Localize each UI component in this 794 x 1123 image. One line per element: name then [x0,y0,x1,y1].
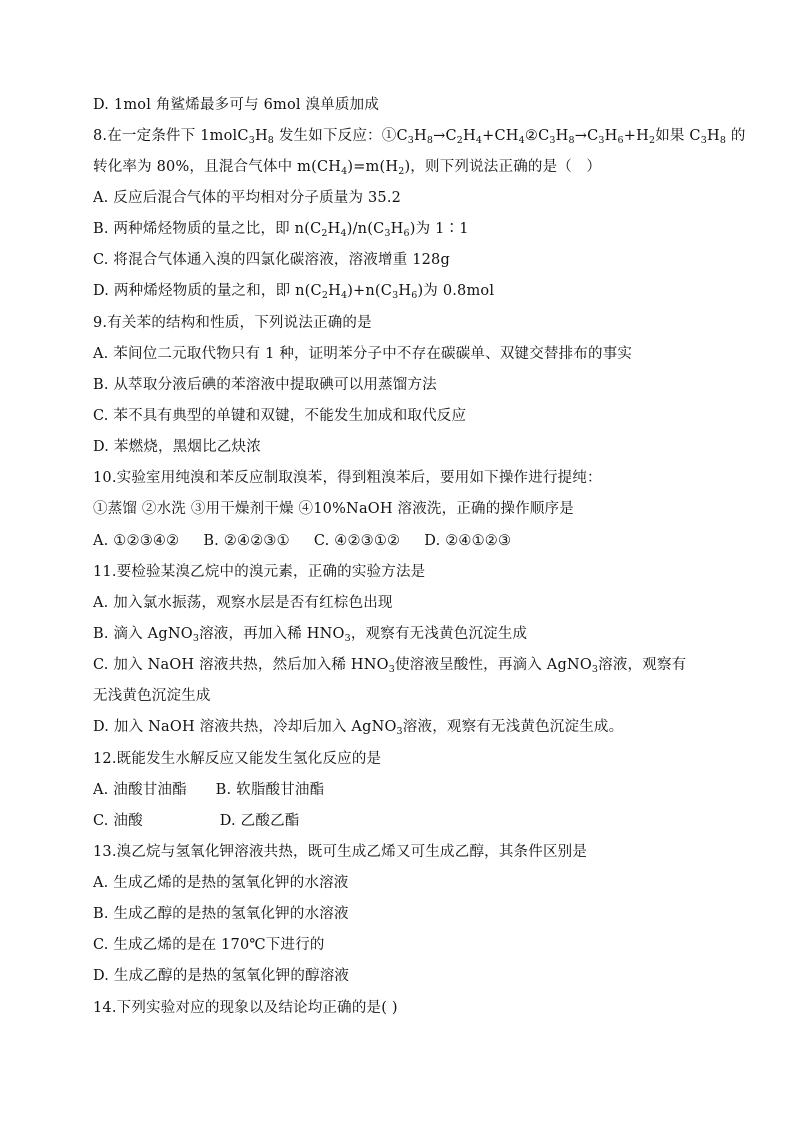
option-d-q7: D. 1mol 角鲨烯最多可与 6mol 溴单质加成 [93,97,380,113]
option-a-q11: A. 加入氯水振荡，观察水层是否有红棕色出现 [93,595,393,611]
question-10-steps: ①蒸馏 ②水洗 ③用干燥剂干燥 ④10%NaOH 溶液洗，正确的操作顺序是 [93,501,574,517]
question-12-options-ab: A. 油酸甘油酯 B. 软脂酸甘油酯 [93,782,325,798]
question-8-stem: 8.在一定条件下 $1molC_3H_8$ 发生如下反应：$①C_3H_8\to C_2H_4+CH_4②C_3H_8\to C_3H_6+H_2$如果 $C_3H_8$ 的 [93,128,746,146]
option-b-q9: B. 从萃取分液后碘的苯溶液中提取碘可以用蒸馏方法 [93,377,437,393]
option-d-q11: D. 加入 NaOH 溶液共热，冷却后加入 AgNO$_3$溶液，观察有无浅黄色沉淀生成。 [93,719,624,737]
question-10-options: A. ①②③④② B. ②④②③① C. ④②③①② D. ②④①②③ [93,533,512,549]
option-c-q11-cont: 无浅黄色沉淀生成 [93,688,211,704]
question-14-stem: 14.下列实验对应的现象以及结论均正确的是( ) [93,1000,398,1016]
option-d-q9: D. 苯燃烧，黑烟比乙炔浓 [93,439,261,455]
option-a-q13: A. 生成乙烯的是热的氢氧化钾的水溶液 [93,875,349,891]
option-b-q11: B. 滴入 AgNO$_3$溶液，再加入稀 $HNO_3$，观察有无浅黄色沉淀生成 [93,626,528,644]
option-a-q9: A. 苯间位二元取代物只有 1 种，证明苯分子中不存在碳碳单、双键交替排布的事实 [93,346,633,362]
option-c-q9: C. 苯不具有典型的单键和双键，不能发生加成和取代反应 [93,408,467,424]
option-c-q8: C. 将混合气体通入溴的四氯化碳溶液，溶液增重 128g [93,252,450,268]
option-d-q13: D. 生成乙醇的是热的氢氧化钾的醇溶液 [93,968,350,984]
option-b-q8: B. 两种烯烃物质的量之比，即 $n(C_2H_4)/n(C_3H_6)$为 1∶1 [93,221,469,239]
question-11-stem: 11.要检验某溴乙烷中的溴元素，正确的实验方法是 [93,564,426,580]
question-13-stem: 13.溴乙烷与氢氧化钾溶液共热，既可生成乙烯又可生成乙醇，其条件区别是 [93,844,588,860]
question-9-stem: 9.有关苯的结构和性质，下列说法正确的是 [93,315,372,331]
option-b-q13: B. 生成乙醇的是热的氢氧化钾的水溶液 [93,906,349,922]
question-8-stem-cont: 转化率为 80%，且混合气体中 $m(CH_4)=m(H_2)$，则下列说法正确的是（ ） [93,159,602,177]
question-10-stem: 10.实验室用纯溴和苯反应制取溴苯，得到粗溴苯后，要用如下操作进行提纯： [93,470,602,486]
question-12-stem: 12.既能发生水解反应又能发生氢化反应的是 [93,751,382,767]
option-d-q8: D. 两种烯烃物质的量之和，即 $n(C_2H_4)+n(C_3H_6)$为 0.8mol [93,283,495,301]
option-a-q8: A. 反应后混合气体的平均相对分子质量为 35.2 [93,190,402,206]
question-12-options-cd: C. 油酸 D. 乙酸乙酯 [93,813,300,829]
option-c-q11: C. 加入 NaOH 溶液共热，然后加入稀 $HNO_3$使溶液呈酸性，再滴入 AgNO$_3$溶液，观察有 [93,657,687,675]
option-c-q13: C. 生成乙烯的是在 170℃下进行的 [93,937,325,953]
